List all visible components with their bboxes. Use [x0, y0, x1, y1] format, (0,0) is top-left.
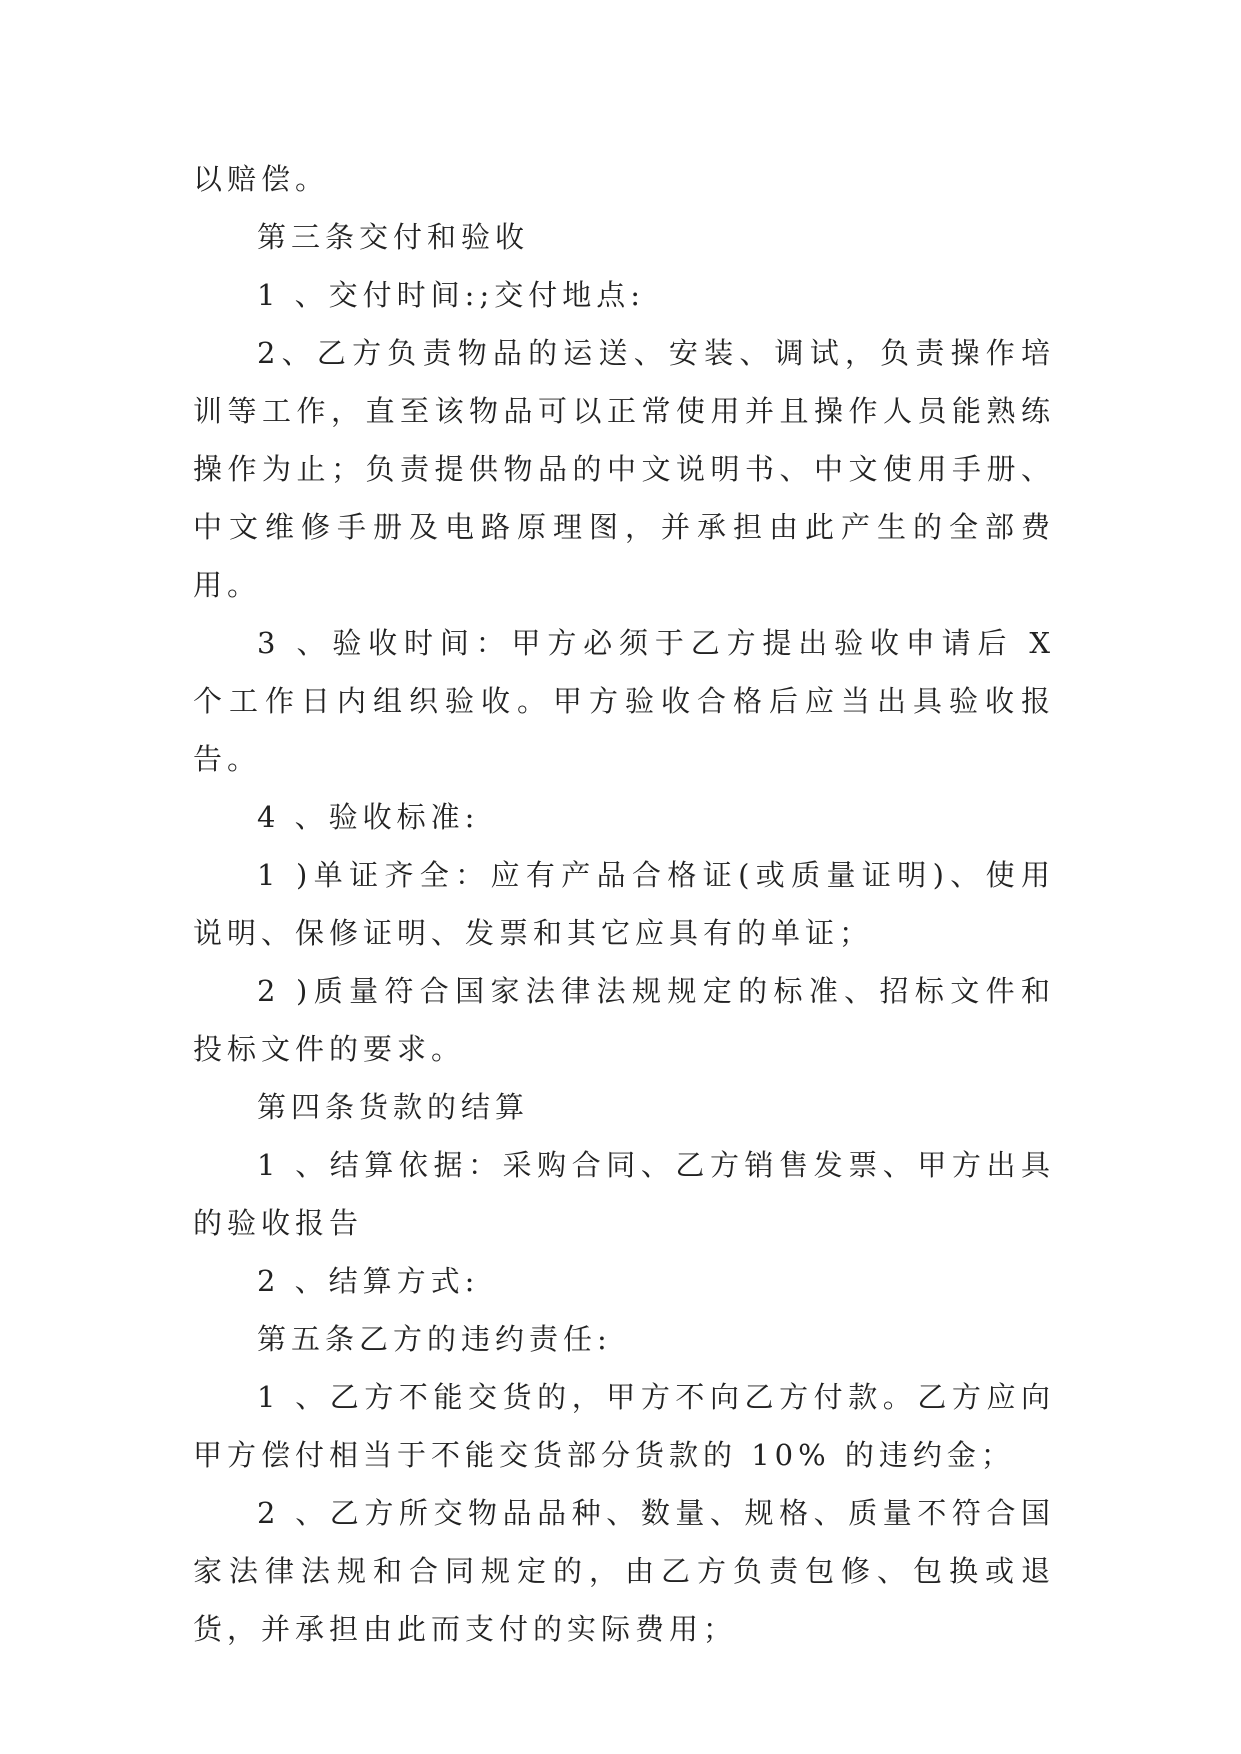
article-5-heading: 第五条乙方的违约责任:: [257, 1322, 612, 1356]
article-4-item-2: 2 、结算方式:: [257, 1264, 480, 1298]
document-body: [193, 150, 1055, 1658]
article-5-item-1: 1 、乙方不能交货的，甲方不向乙方付款。乙方应向甲方偿付相当于不能交货部分货款的 10% 的违约金；: [193, 1380, 1055, 1472]
paragraph-continuation: 以赔偿。: [193, 162, 330, 196]
article-5-item-2: 2 、乙方所交物品品种、数量、规格、质量不符合国家法律法规和合同规定的，由乙方负责包修、包换或退货，并承担由此而支付的实际费用；: [193, 1496, 1055, 1646]
article-3-item-4: 4 、验收标准:: [257, 800, 480, 834]
article-3-heading: 第三条交付和验收: [257, 220, 530, 254]
article-3-item-4-sub-2: 2 )质量符合国家法律法规规定的标准、招标文件和投标文件的要求。: [193, 974, 1055, 1066]
article-3-item-1: 1 、交付时间:;交付地点:: [257, 278, 645, 312]
article-3-item-2: 2、乙方负责物品的运送、安装、调试，负责操作培训等工作，直至该物品可以正常使用并且操作人员能熟练操作为止；负责提供物品的中文说明书、中文使用手册、中文维修手册及电路原理图，并承担由此产生的全部费用。: [193, 336, 1055, 602]
article-3-item-3: 3 、验收时间：甲方必须于乙方提出验收申请后 X 个工作日内组织验收。甲方验收合格后应当出具验收报告。: [193, 626, 1055, 776]
article-4-item-1: 1 、结算依据：采购合同、乙方销售发票、甲方出具的验收报告: [193, 1148, 1055, 1240]
article-3-item-4-sub-1: 1 )单证齐全：应有产品合格证(或质量证明)、使用说明、保修证明、发票和其它应具有的单证；: [193, 858, 1055, 950]
article-4-heading: 第四条货款的结算: [257, 1090, 530, 1124]
